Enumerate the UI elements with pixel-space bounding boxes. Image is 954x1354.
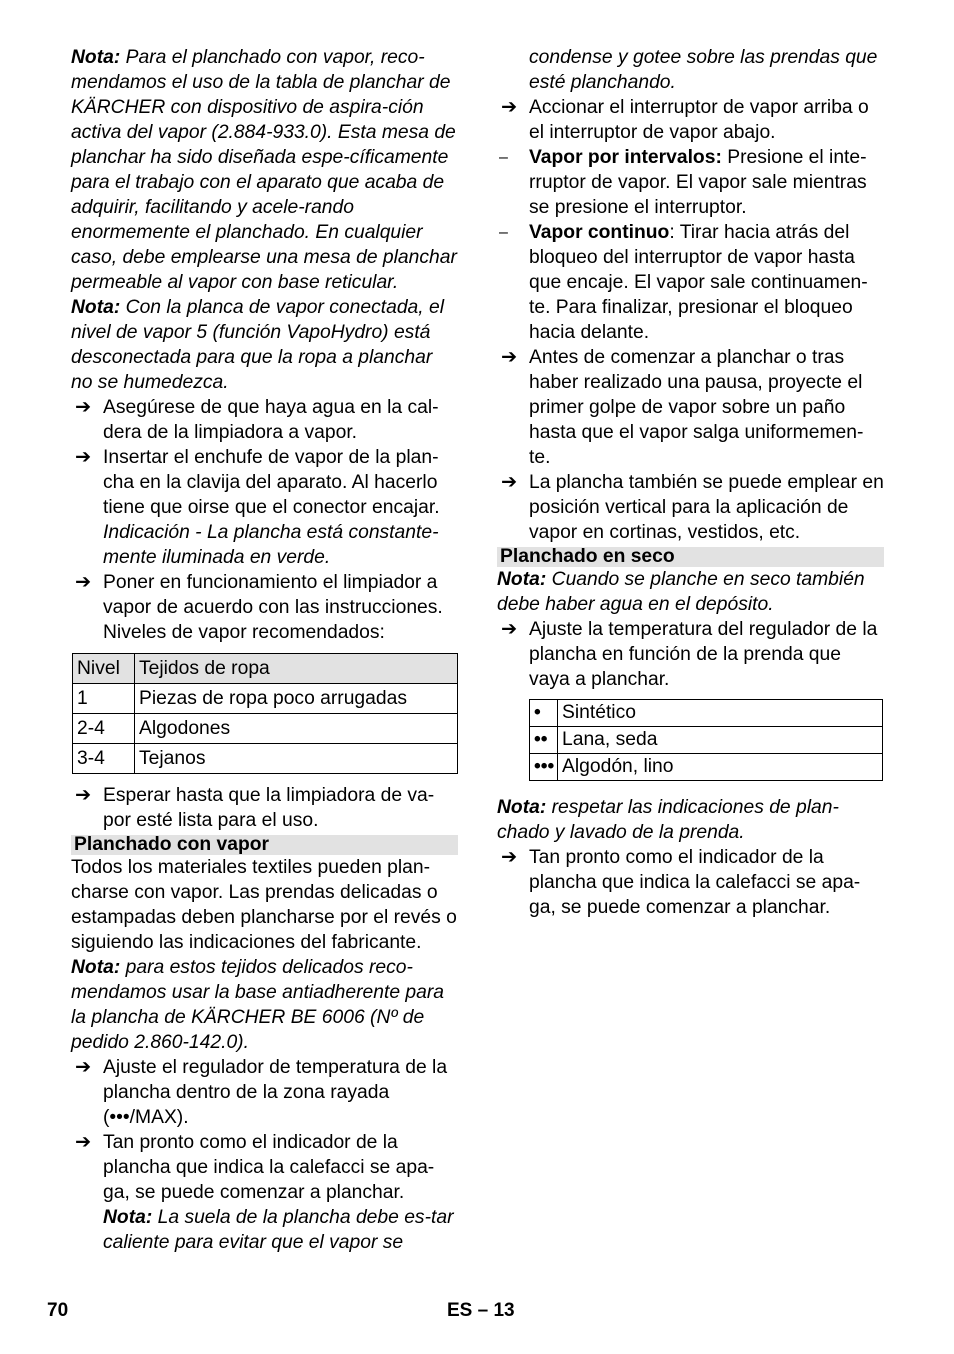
table-row (530, 754, 883, 781)
table-cell: • (530, 700, 558, 727)
step-steam-switch (497, 95, 884, 145)
table-cell: 3-4 (73, 744, 135, 774)
table-cell: Lana, seda (558, 727, 883, 754)
dash-icon: – (499, 224, 508, 241)
option-text (529, 145, 884, 220)
step-text: Tan pronto como el indicador de la plancha que indica la calefacci se apa-ga, se puede comenzar a planchar. (529, 847, 861, 918)
table-row (73, 714, 458, 744)
page-number: 70 (47, 1300, 69, 1321)
table-cell: ••• (530, 754, 558, 781)
option-description: : Tirar hacia atrás del bloqueo del interruptor de vapor hasta que encaje. El vapor sale continuamen-te. Para finalizar, presionar el bloqueo hacia delante. (529, 222, 868, 343)
option-label: Vapor por intervalos: (529, 147, 722, 168)
table-cell: Algodón, lino (558, 754, 883, 781)
option-label: Vapor continuo (529, 222, 670, 243)
table-header-cell: Nivel (73, 654, 135, 684)
table-cell: 1 (73, 684, 135, 714)
arrow-icon: ➔ (501, 472, 518, 493)
option-interval-steam (497, 145, 884, 220)
step-text: Ajuste la temperatura del regulador de la plancha en función de la prenda que vaya a planchar. (529, 619, 878, 690)
arrow-icon: ➔ (75, 397, 92, 418)
note-dry-ironing (497, 567, 884, 617)
step-start-ironing-dry (497, 845, 884, 920)
dash-icon: – (499, 149, 508, 166)
section-heading-steam-ironing: Planchado con vapor (71, 835, 458, 855)
note-sole-hot (103, 1205, 458, 1255)
table-cell: 2-4 (73, 714, 135, 744)
right-column (497, 45, 884, 920)
arrow-icon: ➔ (501, 619, 518, 640)
note-label: Nota: (71, 47, 121, 68)
step-adjust-temperature (497, 617, 884, 692)
arrow-icon: ➔ (75, 1057, 92, 1078)
step-indication: Indicación - La plancha está constante-mente iluminada en verde. (103, 522, 439, 568)
table-cell: Algodones (135, 714, 458, 744)
note-ironing-table (71, 45, 458, 295)
option-description: Presione el inte-rruptor de vapor. El vapor sale mientras se presione el interruptor. (529, 147, 867, 218)
note-care-labels (497, 795, 884, 845)
step-text: Poner en funcionamiento el limpiador a vapor de acuerdo con las instrucciones. Niveles de vapor recomendados: (103, 572, 443, 643)
step-first-steam (497, 345, 884, 470)
continued-note (497, 45, 884, 95)
left-column (71, 45, 458, 1255)
step-wait-ready (71, 783, 458, 833)
step-text: Asegúrese de que haya agua en la cal-dera de la limpiadora a vapor. (103, 397, 439, 443)
step-text: La plancha también se puede emplear en posición vertical para la aplicación de vapor en cortinas, vestidos, etc. (529, 472, 884, 543)
table-row (73, 744, 458, 774)
table-row (530, 727, 883, 754)
steam-levels-table (72, 653, 458, 774)
arrow-icon: ➔ (75, 447, 92, 468)
section-page-label: ES – 13 (447, 1300, 515, 1321)
arrow-icon: ➔ (501, 847, 518, 868)
note-delicate-fabrics (71, 955, 458, 1055)
table-row (530, 700, 883, 727)
note-text: La suela de la plancha debe es-tar caliente para evitar que el vapor se (103, 1207, 454, 1253)
arrow-icon: ➔ (501, 97, 518, 118)
step-set-temperature (71, 1055, 458, 1130)
step-text: Antes de comenzar a planchar o tras haber realizado una pausa, proyecte el primer golpe de vapor sobre un paño hasta que el vapor salga uniformemen-te. (529, 347, 864, 468)
arrow-icon: ➔ (75, 572, 92, 593)
table-header-row (73, 654, 458, 684)
step-text: Insertar el enchufe de vapor de la plan-cha en la clavija del aparato. Al hacerlo tiene que oirse que el conector encajar. (103, 447, 440, 518)
step-text: Tan pronto como el indicador de la plancha que indica la calefacci se apa-ga, se puede comenzar a planchar. (103, 1132, 435, 1203)
arrow-icon: ➔ (75, 1132, 92, 1153)
table-cell: •• (530, 727, 558, 754)
step-start-ironing (71, 1130, 458, 1255)
note-text: Cuando se planche en seco también debe haber agua en el depósito. (497, 569, 865, 615)
note-vapohydro (71, 295, 458, 395)
note-label: Nota: (103, 1207, 153, 1228)
note-label: Nota: (71, 957, 121, 978)
table-cell: Sintético (558, 700, 883, 727)
option-text (529, 220, 884, 345)
table-row (73, 684, 458, 714)
step-text: Accionar el interruptor de vapor arriba o el interruptor de vapor abajo. (529, 97, 869, 143)
arrow-icon: ➔ (501, 347, 518, 368)
note-text: condense y gotee sobre las prendas que esté planchando. (529, 47, 878, 93)
step-water-check (71, 395, 458, 445)
step-plug-in (71, 445, 458, 570)
note-text: Para el planchado con vapor, reco-mendamos el uso de la tabla de planchar de KÄRCHER con dispositivo de aspira-ción activa del vapor (2.884-933.0). Esta mesa de planchar ha sido diseñada espe-cíficamente para el trabajo con el aparato que acaba de adquirir, facilitando y acele-rando enormemente el planchado. En cualquier caso, debe emplearse una mesa de planchar permeable al vapor con base reticular. (71, 47, 457, 293)
step-start-cleaner (71, 570, 458, 645)
note-text: Con la planca de vapor conectada, el nivel de vapor 5 (función VapoHydro) está desconectada para que la ropa a planchar no se humedezca. (71, 297, 444, 393)
table-cell: Piezas de ropa poco arrugadas (135, 684, 458, 714)
note-label: Nota: (71, 297, 121, 318)
step-text: Esperar hasta que la limpiadora de va-por esté lista para el uso. (103, 785, 435, 831)
note-text: para estos tejidos delicados reco-mendamos usar la base antiadherente para la plancha de KÄRCHER BE 6006 (Nº de pedido 2.860-142.0). (71, 957, 445, 1053)
step-vertical-use (497, 470, 884, 545)
note-text: respetar las indicaciones de plan-chado y lavado de la prenda. (497, 797, 839, 843)
note-label: Nota: (497, 797, 547, 818)
step-text: Ajuste el regulador de temperatura de la plancha dentro de la zona rayada (•••/MAX). (103, 1057, 448, 1128)
table-cell: Tejanos (135, 744, 458, 774)
paragraph: Todos los materiales textiles pueden plan-charse con vapor. Las prendas delicadas o estampadas deben plancharse por el revés o siguiendo las indicaciones del fabricante. (71, 857, 457, 953)
table-header-cell: Tejidos de ropa (135, 654, 458, 684)
section-heading-dry-ironing: Planchado en seco (497, 547, 884, 567)
arrow-icon: ➔ (75, 785, 92, 806)
note-label: Nota: (497, 569, 547, 590)
option-continuous-steam (497, 220, 884, 345)
temperature-settings-table (529, 699, 883, 781)
